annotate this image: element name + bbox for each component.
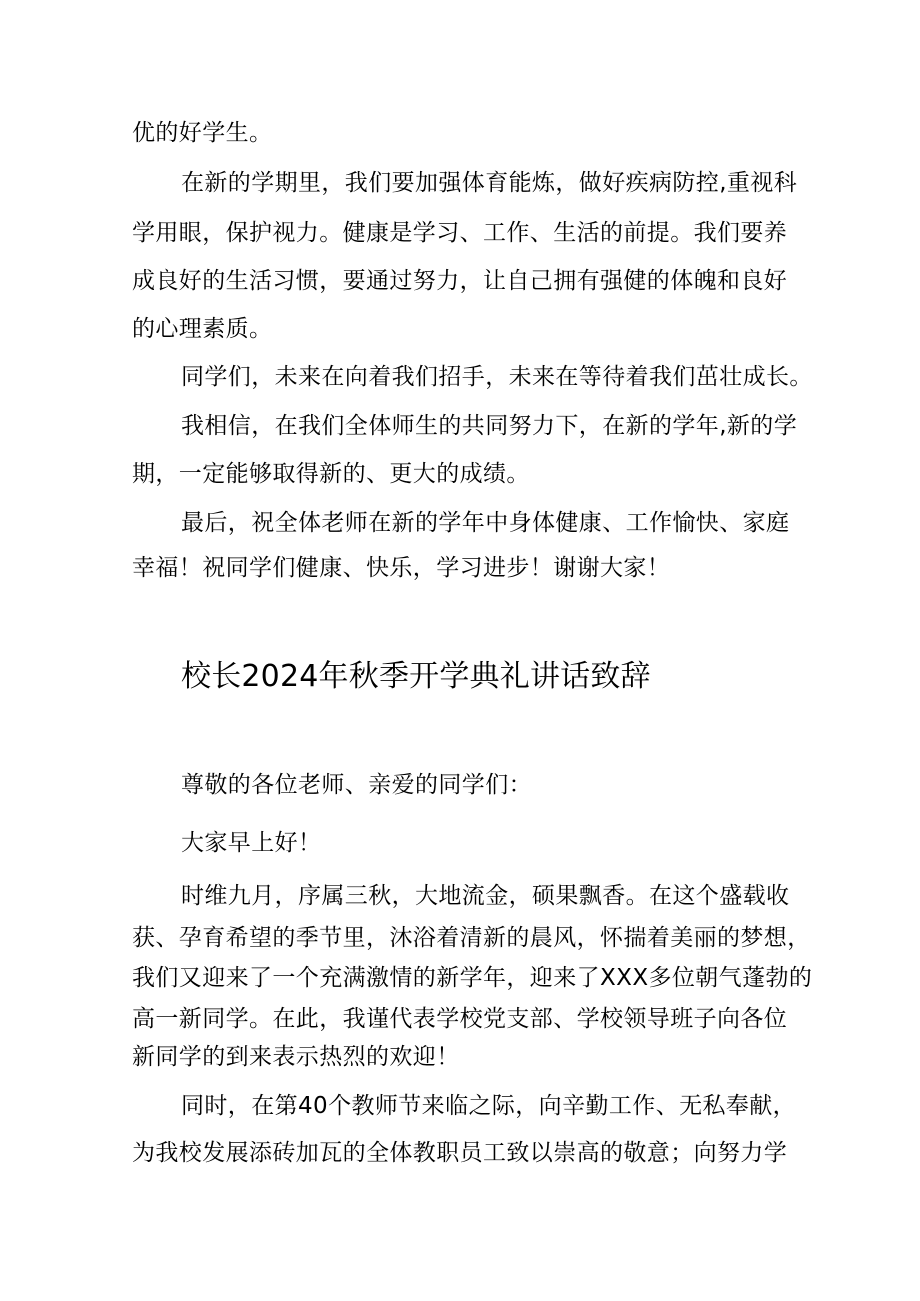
speech-text-line: 高一新同学。在此，我谨代表学校党支部、学校领导班子向各位 bbox=[132, 1006, 788, 1032]
speech-text-line: 新同学的到来表示热烈的欢迎！ bbox=[132, 1044, 460, 1070]
speech-greeting: 尊敬的各位老师、亲爱的同学们： bbox=[181, 772, 532, 798]
speech-text-line: 我们又迎来了一个充满激情的新学年，迎来了XXX多位朝气蓬勃的 bbox=[132, 965, 813, 991]
body-text-line: 优的好学生。 bbox=[132, 120, 273, 146]
body-text-line: 最后，祝全体老师在新的学年中身体健康、工作愉快、家庭 bbox=[181, 510, 790, 536]
speech-text-line: 获、孕育希望的季节里，沐浴着清新的晨风，怀揣着美丽的梦想， bbox=[132, 925, 811, 951]
body-text-line: 的心理素质。 bbox=[132, 316, 273, 342]
speech-text-line: 同时，在第40个教师节来临之际，向辛勤工作、无私奉献， bbox=[181, 1093, 797, 1119]
body-text-line: 期，一定能够取得新的、更大的成绩。 bbox=[132, 461, 530, 487]
body-text-line: 学用眼，保护视力。健康是学习、工作、生活的前提。我们要养 bbox=[132, 220, 788, 246]
body-text-line: 在新的学期里，我们要加强体育能炼，做好疾病防控,重视科 bbox=[181, 170, 798, 196]
body-text-line: 我相信，在我们全体师生的共同努力下，在新的学年,新的学 bbox=[181, 413, 798, 439]
body-text-line: 同学们，未来在向着我们招手，未来在等待着我们茁壮成长。 bbox=[181, 364, 813, 390]
speech-text-line: 为我校发展添砖加瓦的全体教职员工致以崇高的敬意；向努力学 bbox=[132, 1140, 788, 1166]
speech-text-line: 时维九月，序属三秋，大地流金，硕果飘香。在这个盛载收 bbox=[181, 883, 790, 909]
speech-greeting: 大家早上好！ bbox=[181, 830, 322, 856]
page-title: 校长2024年秋季开学典礼讲话致辞 bbox=[181, 659, 651, 694]
body-text-line: 幸福！祝同学们健康、快乐，学习进步！谢谢大家！ bbox=[132, 555, 671, 581]
body-text-line: 成良好的生活习惯，要通过努力，让自己拥有强健的体魄和良好 bbox=[132, 268, 788, 294]
